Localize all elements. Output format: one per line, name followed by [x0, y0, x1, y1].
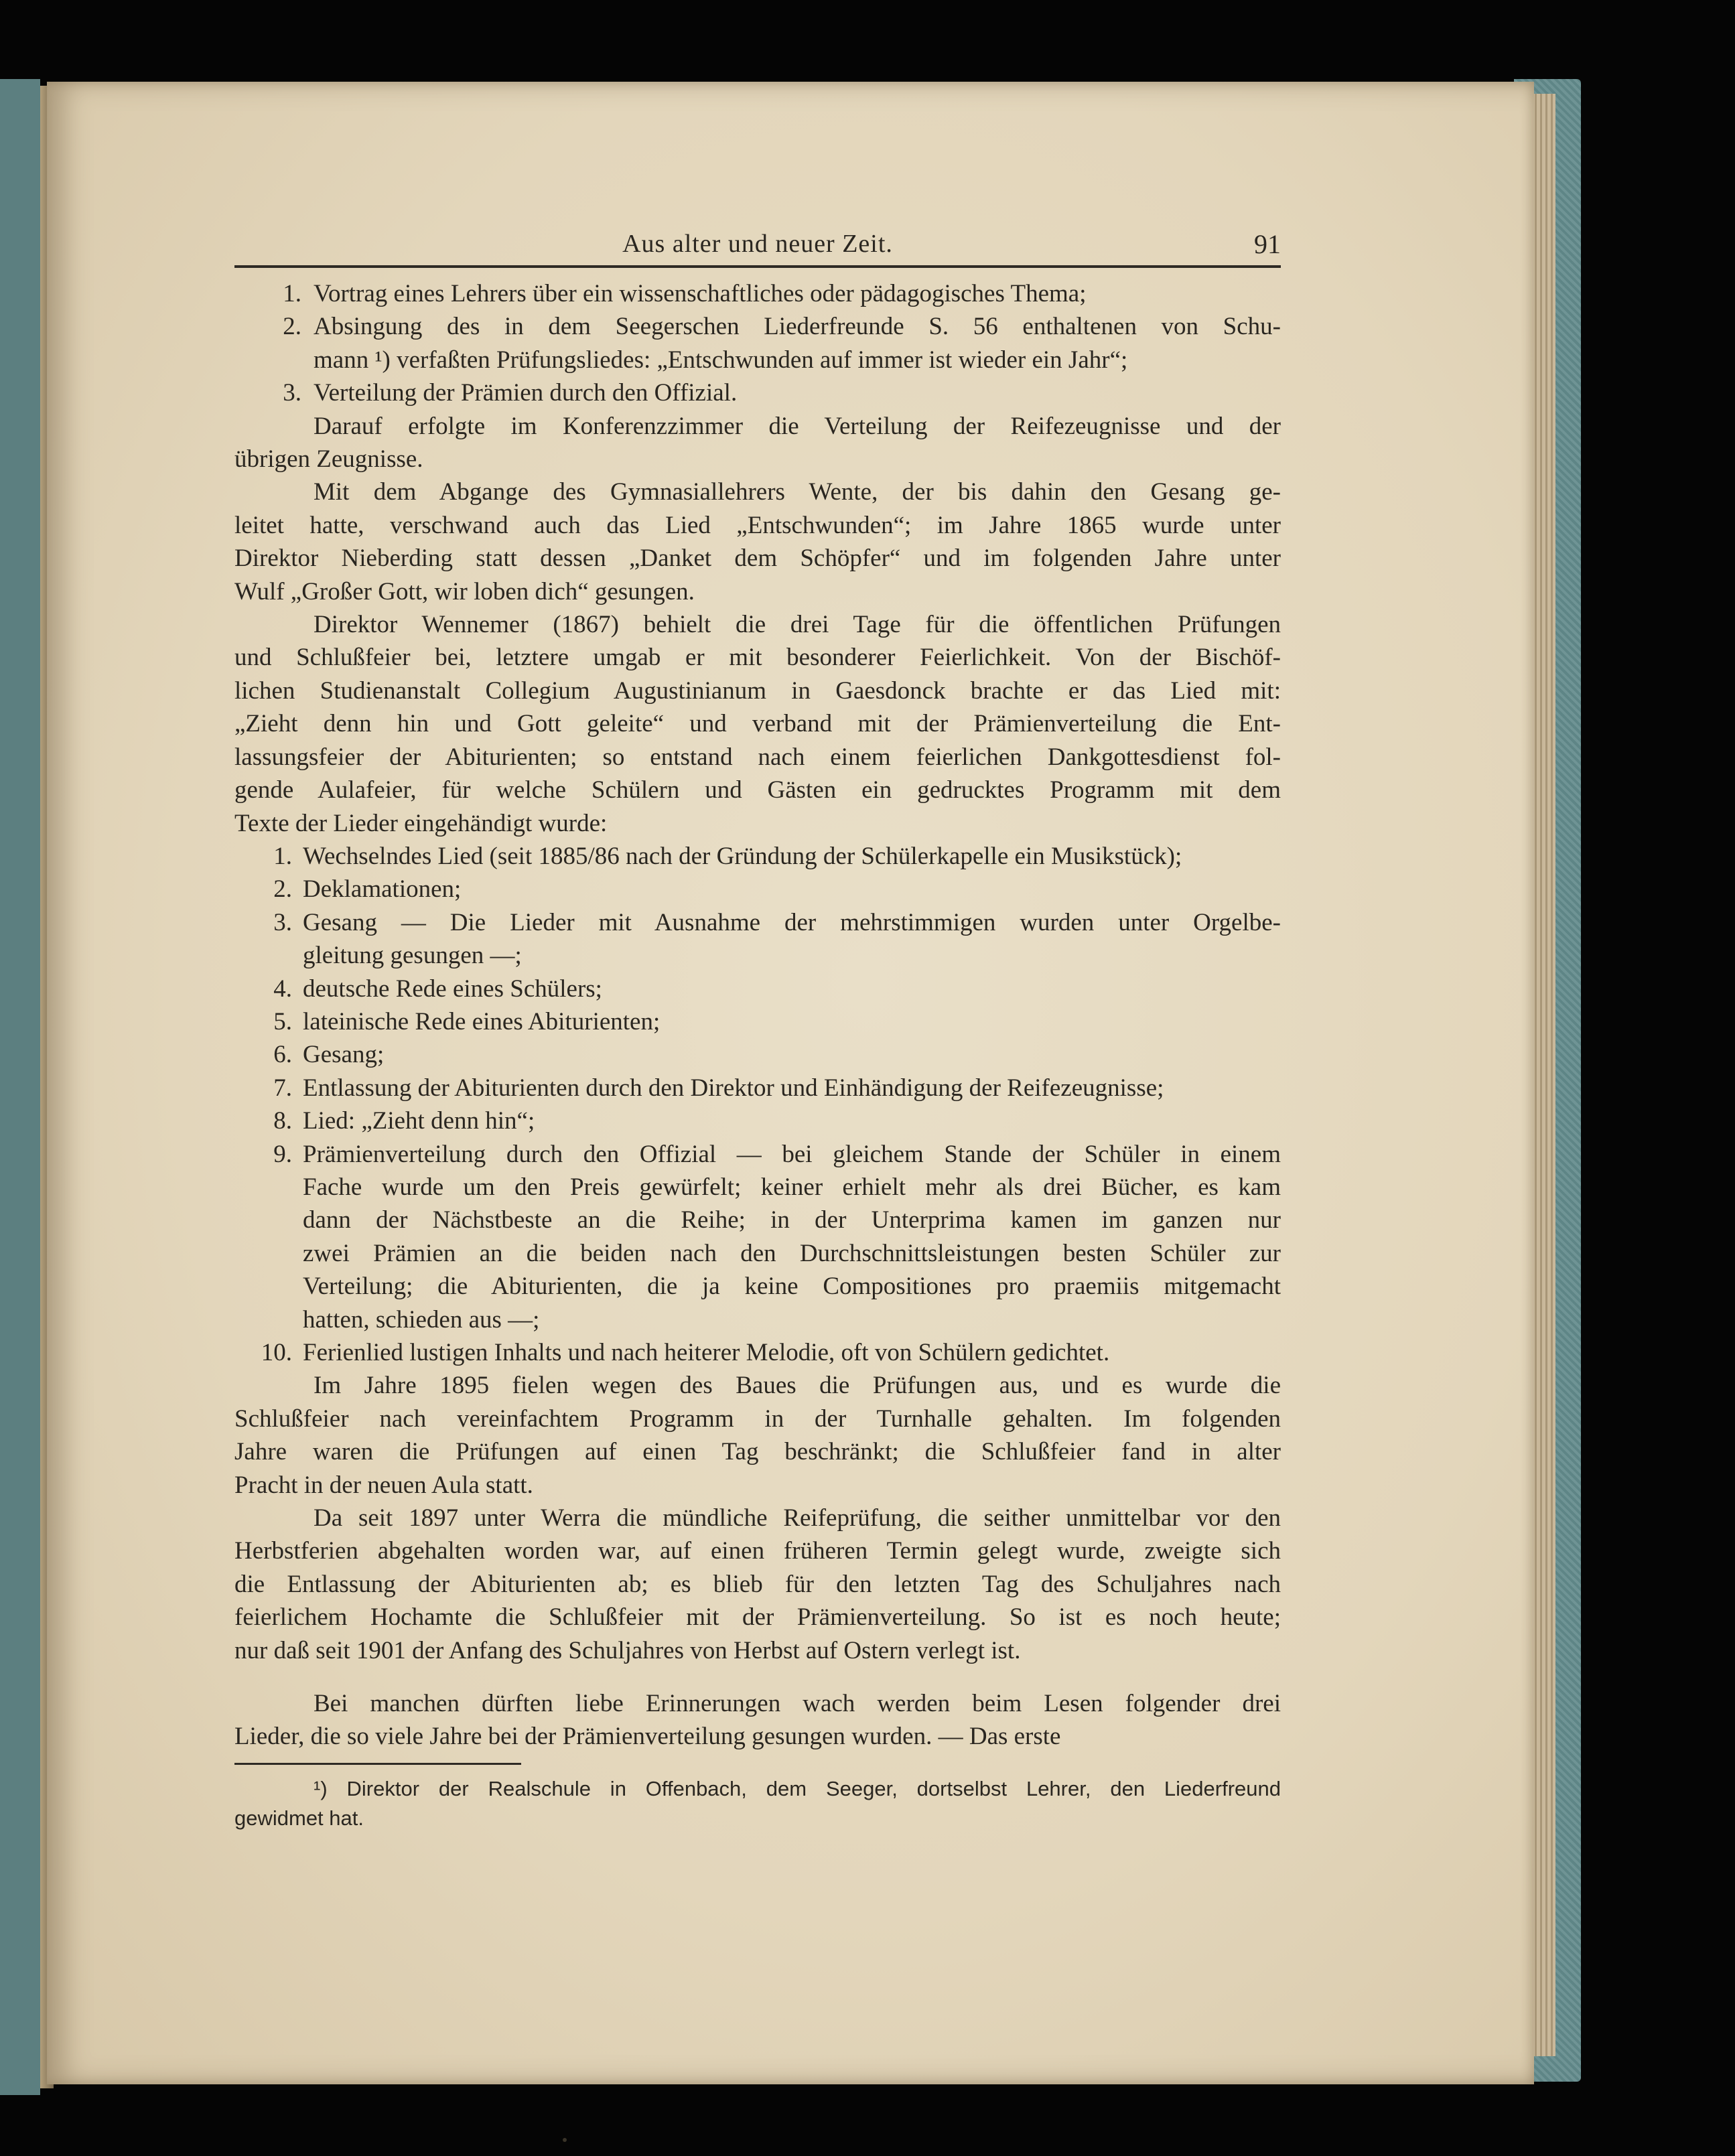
text-line: Im Jahre 1895 fielen wegen des Baues die Prüfungen aus, und es wurde die — [314, 1372, 1281, 1400]
text-line: Texte der Lieder eingehändigt wurde: — [234, 809, 608, 837]
text-line: Schlußfeier nach vereinfachtem Programm in der Turnhalle gehalten. Im folgenden — [234, 1405, 1281, 1433]
text-line: Wechselndes Lied (seit 1885/86 nach der Gründung der Schülerkapelle ein Musikstück); — [303, 842, 1182, 870]
text-line: dann der Nächstbeste an die Reihe; in der Unterprima kamen im ganzen nur — [303, 1206, 1281, 1234]
text-line: übrigen Zeugnisse. — [234, 445, 423, 474]
text-line: gewidmet hat. — [234, 1806, 364, 1830]
list-item — [234, 376, 1281, 409]
list-item — [234, 840, 1281, 873]
paragraph-wennemer — [234, 608, 1281, 840]
text-line: lassungsfeier der Abiturienten; so entstand nach einem feierlichen Dankgottesdienst fol- — [234, 743, 1281, 771]
ceremony-list-old — [234, 277, 1281, 410]
list-item — [234, 1104, 1281, 1137]
list-number: 9. — [273, 1140, 292, 1168]
list-number: 2. — [273, 875, 292, 904]
text-line: Verteilung; die Abiturienten, die ja keine Compositiones pro praemiis mitgemacht — [303, 1273, 1281, 1301]
text-line: lateinische Rede eines Abiturienten; — [303, 1007, 661, 1035]
text-line: Deklamationen; — [303, 875, 462, 904]
list-number: 8. — [273, 1107, 292, 1135]
ceremony-list-aulafeier — [234, 840, 1281, 1370]
text-line: Absingung des in dem Seegerschen Liederfreunde S. 56 enthaltenen von Schu- — [314, 313, 1281, 341]
list-number: 10. — [261, 1339, 292, 1366]
list-number: 5. — [273, 1007, 292, 1035]
text-line: „Zieht denn hin und Gott geleite“ und verband mit der Prämienverteilung die Ent- — [234, 710, 1281, 738]
text-line: mann ¹) verfaßten Prüfungsliedes: „Entschwunden auf immer ist wieder ein Jahr“; — [314, 346, 1128, 374]
list-number: 3. — [283, 379, 301, 407]
text-line: Gesang; — [303, 1041, 385, 1069]
list-number: 7. — [273, 1074, 292, 1102]
text-line: zwei Prämien an die beiden nach den Durchschnittsleistungen besten Schüler zur — [303, 1239, 1281, 1267]
text-line: Herbstferien abgehalten worden war, auf einen früheren Termin gelegt wurde, zweigte sich — [234, 1537, 1281, 1565]
book-cover-left — [0, 79, 40, 2095]
text-line: feierlichem Hochamte die Schlußfeier mit der Prämienverteilung. So ist es noch heute; — [234, 1603, 1281, 1632]
list-number: 6. — [273, 1041, 292, 1069]
text-line: und Schlußfeier bei, letztere umgab er mit besonderer Feierlichkeit. Von der Bischöf- — [234, 644, 1281, 672]
list-item — [234, 1072, 1281, 1104]
text-line: gleitung gesungen —; — [303, 942, 522, 970]
text-line: nur daß seit 1901 der Anfang des Schuljahres von Herbst auf Ostern verlegt ist. — [234, 1636, 1021, 1664]
text-line: Fache wurde um den Preis gewürfelt; keiner erhielt mehr als drei Bücher, es kam — [303, 1173, 1281, 1201]
paragraph-konferenzzimmer — [234, 410, 1281, 476]
list-item — [234, 906, 1281, 973]
running-title: Aus alter und neuer Zeit. — [622, 230, 893, 258]
paragraph-1895 — [234, 1369, 1281, 1502]
list-number: 1. — [273, 842, 292, 870]
text-line: Direktor Wennemer (1867) behielt die drei Tage für die öffentlichen Prüfungen — [314, 611, 1281, 639]
text-line: leitet hatte, verschwand auch das Lied „Entschwunden“; im Jahre 1865 wurde unter — [234, 511, 1281, 539]
list-item — [234, 1336, 1281, 1369]
text-line: Pracht in der neuen Aula statt. — [234, 1471, 533, 1499]
text-line: Da seit 1897 unter Werra die mündliche Reifeprüfung, die seither unmittelbar vor den — [314, 1504, 1281, 1532]
list-number: 4. — [273, 975, 292, 1003]
text-line: Verteilung der Prämien durch den Offizial. — [314, 379, 738, 407]
text-line: Entlassung der Abiturienten durch den Direktor und Einhändigung der Reifezeugnisse; — [303, 1074, 1164, 1102]
text-line: die Entlassung der Abiturienten ab; es blieb für den letzten Tag des Schuljahres nach — [234, 1570, 1281, 1598]
footnote — [234, 1774, 1281, 1833]
list-item — [234, 973, 1281, 1005]
paragraph-wente — [234, 476, 1281, 608]
text-line: Lieder, die so viele Jahre bei der Prämienverteilung gesungen wurden. — Das erste — [234, 1723, 1061, 1751]
running-header — [234, 228, 1281, 268]
text-line: Darauf erfolgte im Konferenzzimmer die Verteilung der Reifezeugnisse und der — [314, 412, 1281, 440]
text-line: Wulf „Großer Gott, wir loben dich“ gesungen. — [234, 577, 695, 605]
list-item — [234, 1138, 1281, 1336]
paragraph-lieder — [234, 1687, 1281, 1753]
text-line: ¹) Direktor der Realschule in Offenbach, dem Seeger, dortselbst Lehrer, den Liederfreund — [314, 1776, 1281, 1800]
list-number: 3. — [273, 908, 292, 936]
list-item — [234, 277, 1281, 310]
text-line: Gesang — Die Lieder mit Ausnahme der mehrstimmigen wurden unter Orgelbe- — [303, 908, 1281, 936]
paragraph-1897 — [234, 1502, 1281, 1667]
list-item — [234, 873, 1281, 906]
text-line: Direktor Nieberding statt dessen „Danket dem Schöpfer“ und im folgenden Jahre unter — [234, 545, 1281, 573]
text-line: lichen Studienanstalt Collegium Augustinianum in Gaesdonck brachte er das Lied mit: — [234, 676, 1281, 705]
text-line: gende Aulafeier, für welche Schülern und Gästen ein gedrucktes Programm mit dem — [234, 776, 1281, 804]
text-line: Ferienlied lustigen Inhalts und nach heiterer Melodie, oft von Schülern gedichtet. — [303, 1339, 1110, 1366]
list-item — [234, 1005, 1281, 1038]
text-line: Bei manchen dürften liebe Erinnerungen wach werden beim Lesen folgender drei — [314, 1690, 1281, 1718]
text-line: Lied: „Zieht denn hin“; — [303, 1107, 535, 1135]
footnote-rule — [234, 1763, 521, 1765]
text-line: Prämienverteilung durch den Offizial — bei gleichem Stande der Schüler in einem — [303, 1140, 1281, 1168]
list-number: 1. — [283, 280, 301, 307]
text-line: Vortrag eines Lehrers über ein wissenschaftliches oder pädagogisches Thema; — [314, 280, 1087, 307]
text-line: Jahre waren die Prüfungen auf einen Tag beschränkt; die Schlußfeier fand in alter — [234, 1438, 1281, 1466]
page-speck — [563, 2138, 567, 2142]
text-line: Mit dem Abgange des Gymnasiallehrers Wente, der bis dahin den Gesang ge- — [314, 478, 1281, 506]
list-number: 2. — [283, 313, 301, 341]
page-number: 91 — [1254, 229, 1281, 259]
page-content — [234, 228, 1281, 1833]
list-item — [234, 1038, 1281, 1071]
text-line: deutsche Rede eines Schülers; — [303, 975, 602, 1003]
text-line: hatten, schieden aus —; — [303, 1305, 540, 1334]
list-item — [234, 310, 1281, 376]
